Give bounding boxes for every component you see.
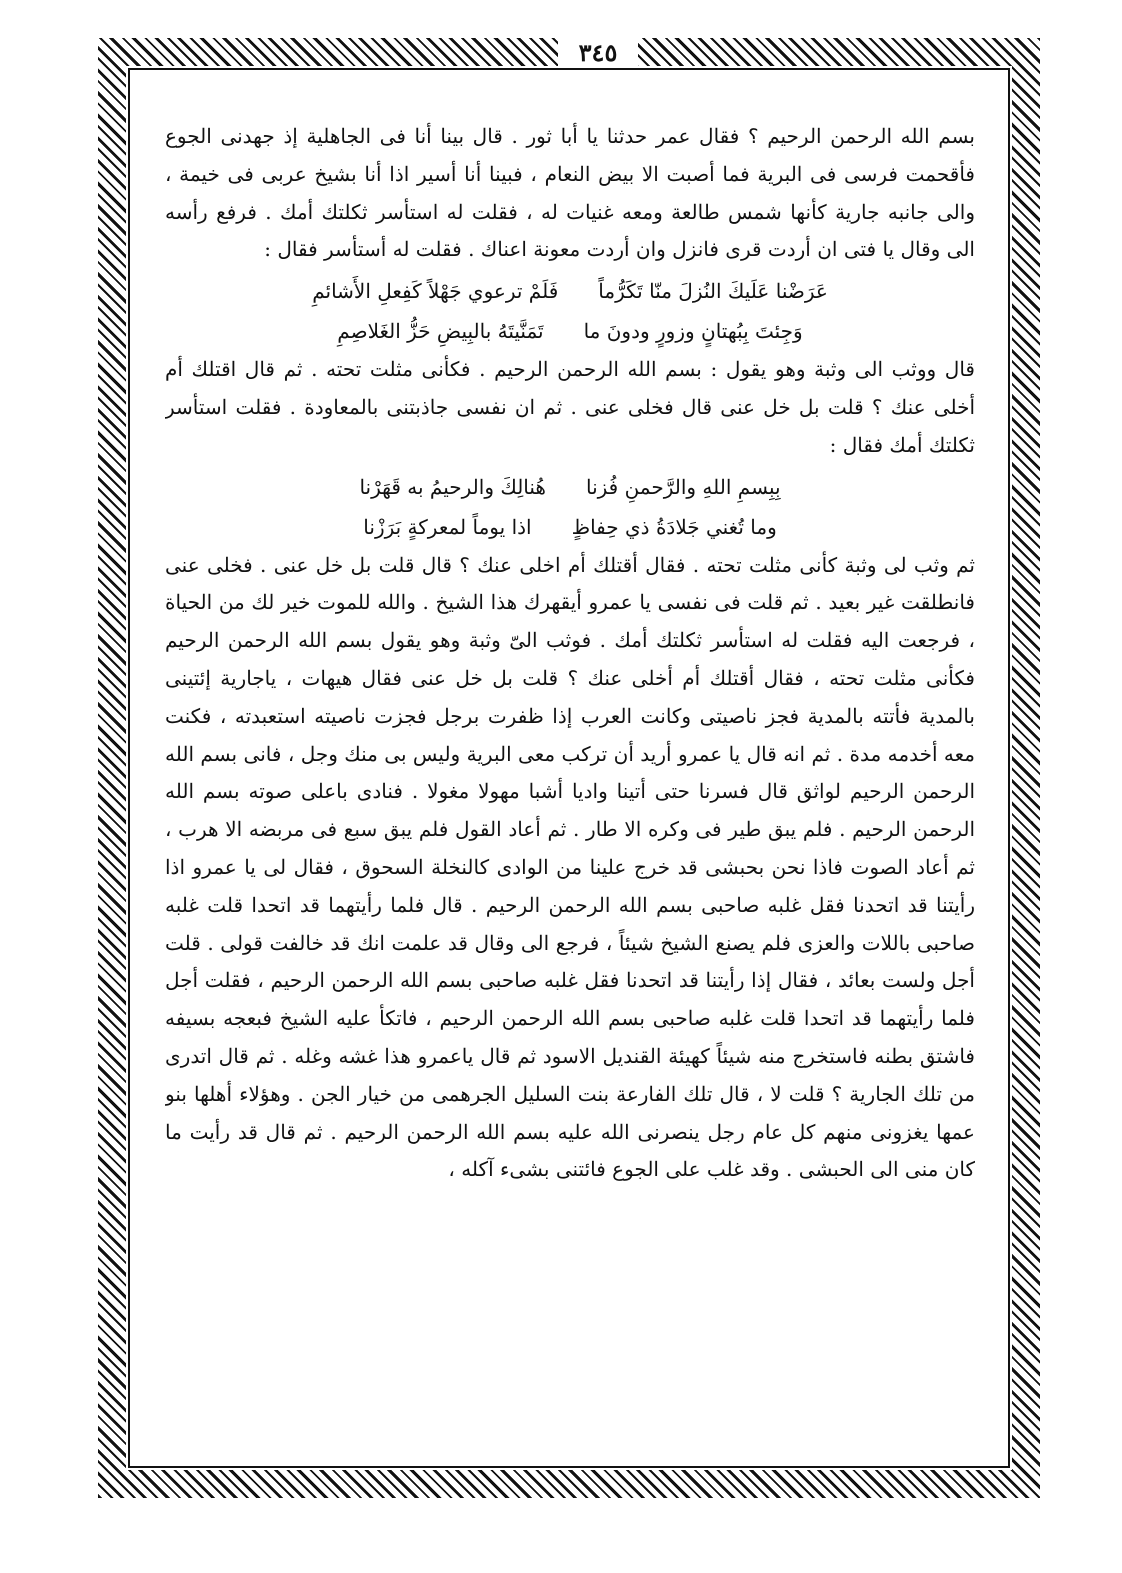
- page-body: [165, 118, 975, 1468]
- verse-hemistich-first: وَجِئتَ بِبُهتانٍ وزورٍ ودونَ ما: [583, 319, 803, 344]
- verse-hemistich-first: بِبِسمِ اللهِ والرَّحمنِ فُزنا: [585, 474, 781, 499]
- verse-hemistich-first: وما تُغني جَلادَةُ ذي حِفاظٍ: [571, 514, 777, 539]
- verse-line: [165, 467, 975, 507]
- verse-hemistich-second: هُنالِكَ والرحيمُ به قَهَرْنا: [359, 474, 546, 499]
- paragraph-3: ثم وثب لى وثبة كأنى مثلت تحته . فقال أقتلك أم اخلى عنك ؟ قال قلت بل خل عنى . فخلى عنى فانطلقت غير بعيد . ثم قلت فى نفسى يا عمرو أيقهرك هذا الشيخ . والله للموت خير لك من الحياة ، فرجعت اليه فقلت له استأسر ثكلتك أمك . فوثب الىّ وثبة وهو يقول بسم الله الرحمن الرحيم فكأنى مثلت تحته ، فقال أقتلك أم أخلى عنك ؟ قلت بل خل عنى فقال هيهات ، ياجارية إئتينى بالمدية فأتته بالمدية فجز ناصيتى وكانت العرب إذا ظفرت برجل فجزت ناصيته استعبدته ، فكنت معه أخدمه مدة . ثم انه قال يا عمرو أريد أن تركب معى البرية وليس بى منك وجل ، فانى بسم الله الرحمن الرحيم لواثق قال فسرنا حتى أتينا واديا أشبا مهولا مغولا . فنادى باعلى صوته بسم الله الرحمن الرحيم . فلم يبق طير فى وكره الا طار . ثم أعاد القول فلم يبق سبع فى مربضه الا هرب ، ثم أعاد الصوت فاذا نحن بحبشى قد خرج علينا من الوادى كالنخلة السحوق ، فقال لى يا عمرو اذا رأيتنا قد اتحدنا فقل غلبه صاحبى بسم الله الرحمن الرحيم . قال فلما رأيتهما قد اتحدا قلت غلبه صاحبى باللات والعزى فلم يصنع الشيخ شيئاً ، فرجع الى وقال قد علمت انك قد خالفت قولى . قلت أجل ولست بعائد ، فقال إذا رأيتنا قد اتحدنا فقل غلبه صاحبى بسم الله الرحمن الرحيم ، فقلت أجل فلما رأيتهما قد اتحدا قلت غلبه صاحبى بسم الله الرحمن الرحيم ، فاتكأ عليه الشيخ فبعجه بسيفه فاشتق بطنه فاستخرج منه شيئاً كهيئة القنديل الاسود ثم قال ياعمرو هذا غشه وغله . ثم قال اتدرى من تلك الجارية ؟ قلت لا ، قال تلك الفارعة بنت السليل الجرهمى من خيار الجن . وهؤلاء أهلها بنو عمها يغزونى منهم كل عام رجل ينصرنى الله عليه بسم الله الرحمن الرحيم . ثم قال قد رأيت ما كان منى الى الحبشى . وقد غلب على الجوع فائتنى بشىء آكله ،: [165, 552, 975, 1182]
- paragraph-1: بسم الله الرحمن الرحيم ؟ فقال عمر حدثنا يا أبا ثور . قال بينا أنا فى الجاهلية إذ جهدنى الجوع فأقحمت فرسى فى البرية فما أصبت الا بيض النعام ، فبينا أنا أسير اذا أنا بشيخ عربى فى خيمة ، والى جانبه جارية كأنها شمس طالعة ومعه غنيات له ، فقلت له استأسر ثكلتك أمك . فرفع رأسه الى وقال يا فتى ان أردت قرى فانزل وان أردت معونة اعناك . فقلت له أستأسر فقال :: [165, 124, 975, 262]
- verse-hemistich-second: تَمَنَّيتَهُ بالبِيضِ حَزُّ الغَلاصِمِ: [337, 319, 544, 344]
- verse-line: [165, 311, 975, 351]
- verse-line: [165, 271, 975, 311]
- verse-hemistich-second: فَلَمْ ترعوي جَهْلاً كَفِعلِ الأَشائمِ: [312, 279, 559, 304]
- verse-hemistich-first: عَرَضْنا عَلَيكَ النُزلَ منّا تَكَرُّماً: [598, 279, 828, 304]
- verse-line: [165, 507, 975, 547]
- paragraph-2: قال ووثب الى وثبة وهو يقول : بسم الله الرحمن الرحيم . فكأنى مثلت تحته . ثم قال اقتلك أم أخلى عنك ؟ قلت بل خل عنى قال فخلى عنى . ثم ان نفسى جاذبتنى بالمعاودة . فقلت استأسر ثكلتك أمك فقال :: [165, 357, 975, 457]
- verse-hemistich-second: اذا يوماً لمعركةٍ بَرَزْنا: [363, 514, 532, 539]
- page-number: ٣٤٥: [558, 38, 638, 68]
